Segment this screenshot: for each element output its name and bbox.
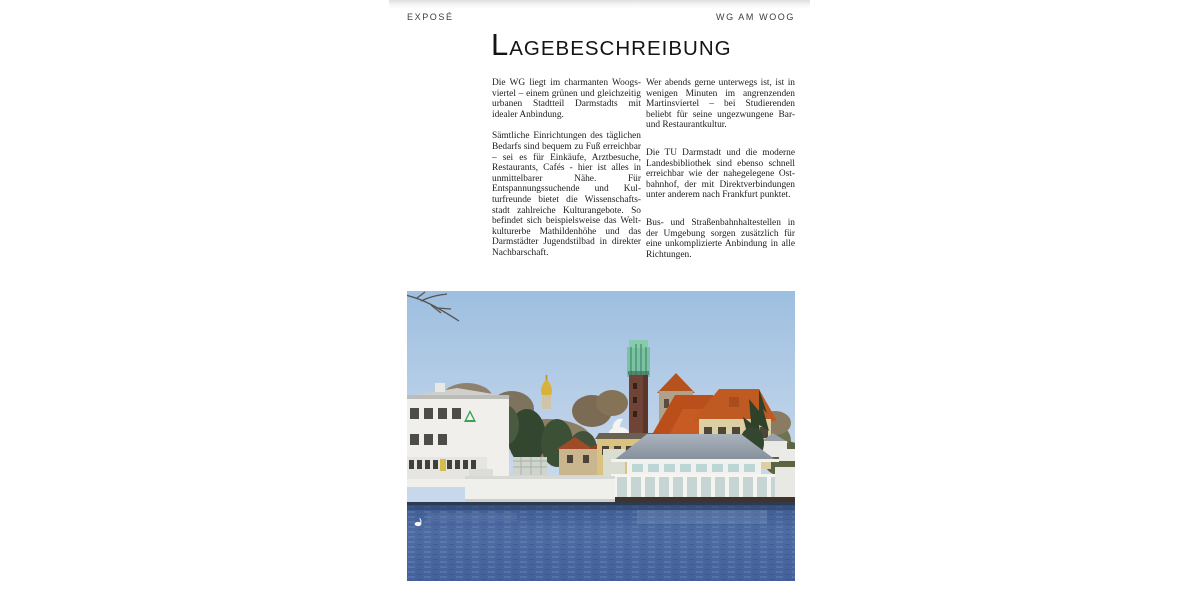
paragraph: Sämtliche Einrichtungen des täglichen Bedarfs sind bequem zu Fuß erreichbar – sei es für Einkäufe, Arztbesuche, Restaurants, Cafés - hier ist alles in unmittelbarer Nähe. Für Entspannungssuchende und Kulturfreunde bietet die Wissenschaftsstadt zahlreiche Kulturangebote. So befindet sich beispielsweise das Weltkulturerbe Mathildenhöhe und das Darmstädter Jugendstilbad in direkter Nachbarschaft. xyxy=(492,131,641,258)
woog-lake-photo xyxy=(407,291,795,581)
paragraph: Wer abends gerne unterwegs ist, ist in wenigen Minuten im angrenzenden Martinsviertel – bei Studierenden beliebt für seine ungezwungene Bar- und Restaurantkultur. xyxy=(646,78,795,131)
column-left xyxy=(492,78,641,260)
paragraph: Die WG liegt im charmanten Woogsviertel – einem grünen und gleichzeitig urbanen Stadtteil Darmstadts mit idealer Anbindung. xyxy=(492,78,641,120)
header-doc-label: EXPOSÉ xyxy=(407,12,454,22)
page-title xyxy=(491,28,732,62)
header-object-label: WG AM WOOG xyxy=(716,12,795,22)
paragraph: Bus- und Straßenbahnhaltestellen in der Umgebung sorgen zusätzlich für eine unkomplizierte Anbindung in alle Richtungen. xyxy=(646,217,795,260)
page-title-rest: AGEBESCHREIBUNG xyxy=(509,37,732,60)
paragraph: Die TU Darmstadt und die moderne Landesbibliothek sind ebenso schnell erreichbar wie der nahegelegene Ostbahnhof, der mit Direktverbindungen unter anderem nach Frankfurt punktet. xyxy=(646,147,795,201)
page-top-shadow xyxy=(389,0,810,9)
body-columns xyxy=(492,78,796,260)
column-right xyxy=(646,78,795,260)
woog-lake-photo-svg xyxy=(407,291,795,581)
page-title-initial: L xyxy=(491,27,510,62)
